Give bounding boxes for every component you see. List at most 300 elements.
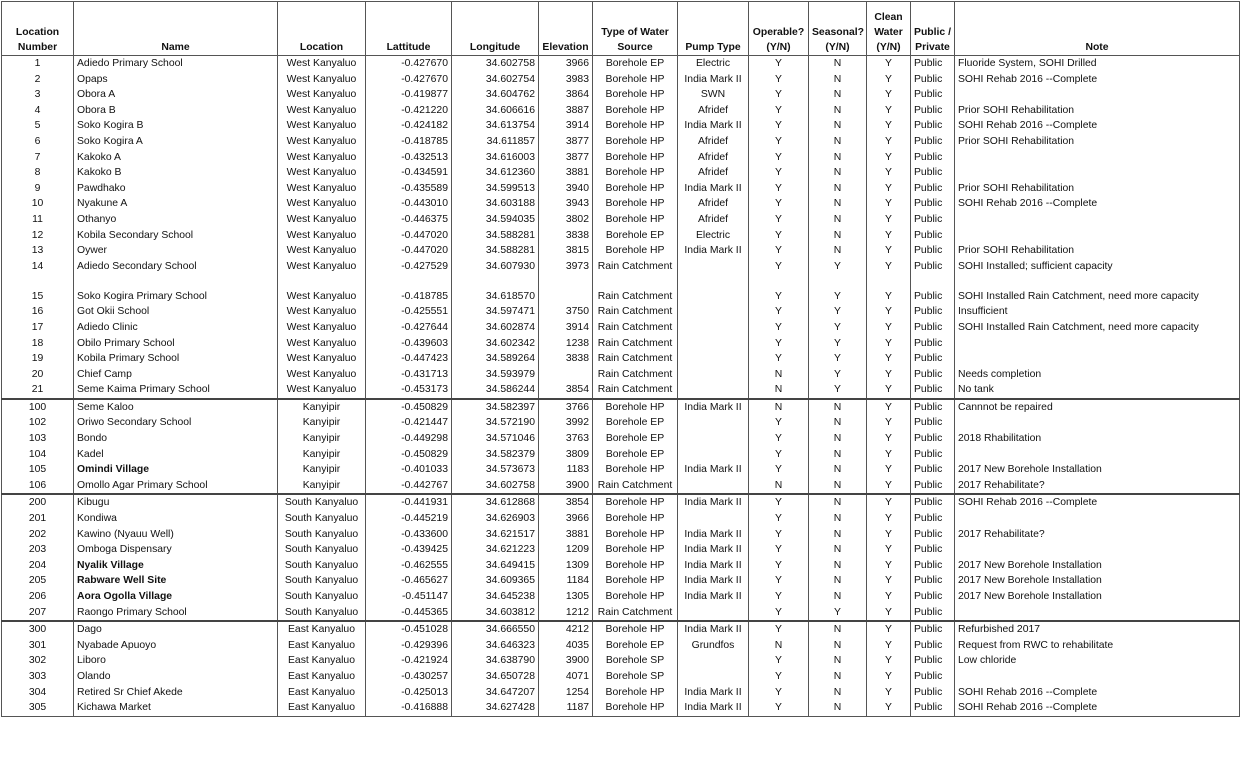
cell-longitude[interactable]: 34.602874 <box>452 320 539 336</box>
cell-longitude[interactable]: 34.666550 <box>452 621 539 638</box>
cell-clean-water[interactable]: Y <box>867 447 911 463</box>
cell-seasonal[interactable]: N <box>809 558 867 574</box>
cell-latitude[interactable]: -0.441931 <box>366 494 452 511</box>
cell-location[interactable]: West Kanyaluo <box>278 118 366 134</box>
cell-elevation[interactable]: 1183 <box>539 462 593 478</box>
cell-longitude[interactable]: 34.594035 <box>452 212 539 228</box>
cell-clean-water[interactable]: Y <box>867 700 911 716</box>
cell-latitude[interactable]: -0.450829 <box>366 447 452 463</box>
cell-note[interactable]: Refurbished 2017 <box>955 621 1240 638</box>
cell-pump-type[interactable] <box>678 669 749 685</box>
cell-location-number[interactable]: 305 <box>2 700 74 716</box>
cell-location[interactable]: West Kanyaluo <box>278 367 366 383</box>
cell-location-number[interactable]: 21 <box>2 382 74 399</box>
cell-operable[interactable]: N <box>749 638 809 654</box>
cell-location[interactable]: West Kanyaluo <box>278 351 366 367</box>
cell-location-number[interactable]: 4 <box>2 103 74 119</box>
cell-water-source[interactable]: Borehole HP <box>593 196 678 212</box>
cell-note[interactable] <box>955 336 1240 352</box>
cell-clean-water[interactable]: Y <box>867 320 911 336</box>
cell-name[interactable]: Kondiwa <box>74 511 278 527</box>
cell-elevation[interactable]: 3940 <box>539 181 593 197</box>
cell-elevation[interactable]: 1187 <box>539 700 593 716</box>
cell-location[interactable]: South Kanyaluo <box>278 558 366 574</box>
cell-location[interactable]: East Kanyaluo <box>278 669 366 685</box>
cell-pump-type[interactable]: India Mark II <box>678 573 749 589</box>
cell-operable[interactable]: Y <box>749 621 809 638</box>
cell-public-private[interactable]: Public <box>911 511 955 527</box>
cell-longitude[interactable]: 34.604762 <box>452 87 539 103</box>
cell-seasonal[interactable]: N <box>809 72 867 88</box>
cell-public-private[interactable]: Public <box>911 478 955 495</box>
cell-seasonal[interactable]: N <box>809 150 867 166</box>
cell-water-source[interactable]: Rain Catchment <box>593 351 678 367</box>
cell-seasonal[interactable]: Y <box>809 336 867 352</box>
cell-name[interactable]: Dago <box>74 621 278 638</box>
cell-elevation[interactable] <box>539 367 593 383</box>
cell-operable[interactable]: Y <box>749 527 809 543</box>
cell-location-number[interactable]: 104 <box>2 447 74 463</box>
cell-public-private[interactable]: Public <box>911 669 955 685</box>
cell-latitude[interactable]: -0.439603 <box>366 336 452 352</box>
cell-elevation[interactable]: 3864 <box>539 87 593 103</box>
cell-elevation[interactable]: 3838 <box>539 351 593 367</box>
cell-name[interactable]: Got Okii School <box>74 304 278 320</box>
cell-longitude[interactable]: 34.626903 <box>452 511 539 527</box>
cell-public-private[interactable]: Public <box>911 103 955 119</box>
cell-operable[interactable]: Y <box>749 669 809 685</box>
header-elevation[interactable]: Elevation <box>539 2 593 56</box>
cell-elevation[interactable]: 3815 <box>539 243 593 259</box>
cell-clean-water[interactable]: Y <box>867 669 911 685</box>
cell-location-number[interactable]: 11 <box>2 212 74 228</box>
cell-water-source[interactable]: Borehole HP <box>593 558 678 574</box>
cell-clean-water[interactable]: Y <box>867 134 911 150</box>
cell-elevation[interactable]: 1212 <box>539 605 593 622</box>
cell-pump-type[interactable]: India Mark II <box>678 118 749 134</box>
cell-name[interactable]: Obora B <box>74 103 278 119</box>
cell-water-source[interactable]: Borehole HP <box>593 527 678 543</box>
cell-location[interactable]: West Kanyaluo <box>278 87 366 103</box>
cell-location-number[interactable]: 102 <box>2 415 74 431</box>
cell-location-number[interactable]: 6 <box>2 134 74 150</box>
cell-elevation[interactable]: 4212 <box>539 621 593 638</box>
cell-public-private[interactable]: Public <box>911 527 955 543</box>
cell-name[interactable]: Nyakune A <box>74 196 278 212</box>
cell-latitude[interactable]: -0.431713 <box>366 367 452 383</box>
cell-seasonal[interactable]: N <box>809 181 867 197</box>
cell-name[interactable]: Chief Camp <box>74 367 278 383</box>
cell-elevation[interactable]: 3838 <box>539 228 593 244</box>
cell-operable[interactable]: Y <box>749 415 809 431</box>
cell-pump-type[interactable]: Electric <box>678 56 749 72</box>
cell-public-private[interactable]: Public <box>911 415 955 431</box>
cell-water-source[interactable]: Borehole HP <box>593 621 678 638</box>
cell-longitude[interactable]: 34.618570 <box>452 274 539 304</box>
cell-longitude[interactable]: 34.611857 <box>452 134 539 150</box>
cell-note[interactable] <box>955 87 1240 103</box>
cell-seasonal[interactable]: N <box>809 243 867 259</box>
cell-pump-type[interactable] <box>678 259 749 275</box>
cell-elevation[interactable]: 1209 <box>539 542 593 558</box>
cell-latitude[interactable]: -0.433600 <box>366 527 452 543</box>
cell-elevation[interactable]: 1238 <box>539 336 593 352</box>
cell-clean-water[interactable]: Y <box>867 228 911 244</box>
cell-seasonal[interactable]: N <box>809 494 867 511</box>
cell-location-number[interactable]: 19 <box>2 351 74 367</box>
cell-latitude[interactable]: -0.453173 <box>366 382 452 399</box>
cell-seasonal[interactable]: N <box>809 638 867 654</box>
cell-pump-type[interactable]: India Mark II <box>678 589 749 605</box>
cell-pump-type[interactable]: Afridef <box>678 165 749 181</box>
cell-location[interactable]: South Kanyaluo <box>278 527 366 543</box>
cell-name[interactable]: Soko Kogira B <box>74 118 278 134</box>
cell-latitude[interactable]: -0.447423 <box>366 351 452 367</box>
cell-note[interactable] <box>955 150 1240 166</box>
cell-pump-type[interactable] <box>678 653 749 669</box>
cell-water-source[interactable]: Borehole EP <box>593 56 678 72</box>
cell-note[interactable] <box>955 415 1240 431</box>
cell-note[interactable]: SOHI Rehab 2016 --Complete <box>955 685 1240 701</box>
cell-seasonal[interactable]: N <box>809 56 867 72</box>
cell-operable[interactable]: Y <box>749 56 809 72</box>
cell-location[interactable]: South Kanyaluo <box>278 542 366 558</box>
cell-operable[interactable]: Y <box>749 103 809 119</box>
cell-water-source[interactable]: Borehole HP <box>593 700 678 716</box>
cell-clean-water[interactable]: Y <box>867 558 911 574</box>
cell-public-private[interactable]: Public <box>911 382 955 399</box>
cell-note[interactable]: 2017 New Borehole Installation <box>955 462 1240 478</box>
cell-longitude[interactable]: 34.586244 <box>452 382 539 399</box>
cell-elevation[interactable]: 3877 <box>539 134 593 150</box>
cell-water-source[interactable]: Rain Catchment <box>593 382 678 399</box>
cell-water-source[interactable]: Rain Catchment <box>593 274 678 304</box>
cell-note[interactable] <box>955 511 1240 527</box>
cell-note[interactable]: SOHI Installed Rain Catchment, need more capacity <box>955 320 1240 336</box>
cell-water-source[interactable]: Borehole HP <box>593 181 678 197</box>
cell-elevation[interactable]: 1309 <box>539 558 593 574</box>
cell-water-source[interactable]: Borehole EP <box>593 447 678 463</box>
cell-location-number[interactable]: 9 <box>2 181 74 197</box>
cell-water-source[interactable]: Borehole EP <box>593 431 678 447</box>
cell-operable[interactable]: Y <box>749 228 809 244</box>
cell-clean-water[interactable]: Y <box>867 274 911 304</box>
cell-longitude[interactable]: 34.613754 <box>452 118 539 134</box>
cell-name[interactable]: Raongo Primary School <box>74 605 278 622</box>
cell-pump-type[interactable]: India Mark II <box>678 243 749 259</box>
cell-note[interactable]: SOHI Installed Rain Catchment, need more capacity <box>955 274 1240 304</box>
cell-elevation[interactable]: 3854 <box>539 494 593 511</box>
cell-water-source[interactable]: Borehole HP <box>593 150 678 166</box>
cell-pump-type[interactable]: India Mark II <box>678 527 749 543</box>
cell-clean-water[interactable]: Y <box>867 589 911 605</box>
cell-longitude[interactable]: 34.582379 <box>452 447 539 463</box>
cell-note[interactable]: Prior SOHI Rehabilitation <box>955 243 1240 259</box>
cell-operable[interactable]: N <box>749 399 809 416</box>
cell-operable[interactable]: Y <box>749 259 809 275</box>
cell-operable[interactable]: Y <box>749 589 809 605</box>
cell-clean-water[interactable]: Y <box>867 621 911 638</box>
cell-longitude[interactable]: 34.602758 <box>452 56 539 72</box>
cell-note[interactable] <box>955 605 1240 622</box>
cell-seasonal[interactable]: N <box>809 527 867 543</box>
cell-water-source[interactable]: Borehole HP <box>593 494 678 511</box>
cell-clean-water[interactable]: Y <box>867 118 911 134</box>
cell-seasonal[interactable]: N <box>809 196 867 212</box>
cell-name[interactable]: Adiedo Secondary School <box>74 259 278 275</box>
cell-operable[interactable]: Y <box>749 243 809 259</box>
cell-operable[interactable]: Y <box>749 72 809 88</box>
cell-operable[interactable]: Y <box>749 336 809 352</box>
cell-elevation[interactable]: 3750 <box>539 304 593 320</box>
cell-clean-water[interactable]: Y <box>867 165 911 181</box>
cell-seasonal[interactable]: N <box>809 212 867 228</box>
cell-latitude[interactable]: -0.401033 <box>366 462 452 478</box>
cell-name[interactable]: Retired Sr Chief Akede <box>74 685 278 701</box>
cell-operable[interactable]: Y <box>749 87 809 103</box>
cell-location-number[interactable]: 304 <box>2 685 74 701</box>
cell-clean-water[interactable]: Y <box>867 196 911 212</box>
cell-pump-type[interactable]: India Mark II <box>678 685 749 701</box>
cell-pump-type[interactable] <box>678 367 749 383</box>
cell-note[interactable]: SOHI Rehab 2016 --Complete <box>955 700 1240 716</box>
cell-seasonal[interactable]: Y <box>809 320 867 336</box>
cell-operable[interactable]: Y <box>749 558 809 574</box>
cell-operable[interactable]: Y <box>749 462 809 478</box>
cell-name[interactable]: Omollo Agar Primary School <box>74 478 278 495</box>
cell-pump-type[interactable] <box>678 605 749 622</box>
cell-seasonal[interactable]: N <box>809 669 867 685</box>
cell-public-private[interactable]: Public <box>911 542 955 558</box>
cell-note[interactable]: Low chloride <box>955 653 1240 669</box>
cell-public-private[interactable]: Public <box>911 700 955 716</box>
cell-operable[interactable]: Y <box>749 320 809 336</box>
cell-latitude[interactable]: -0.424182 <box>366 118 452 134</box>
cell-name[interactable]: Kakoko A <box>74 150 278 166</box>
cell-clean-water[interactable]: Y <box>867 638 911 654</box>
cell-name[interactable]: Kichawa Market <box>74 700 278 716</box>
cell-pump-type[interactable]: Afridef <box>678 103 749 119</box>
cell-operable[interactable]: Y <box>749 118 809 134</box>
cell-public-private[interactable]: Public <box>911 228 955 244</box>
cell-location-number[interactable]: 3 <box>2 87 74 103</box>
cell-clean-water[interactable]: Y <box>867 605 911 622</box>
cell-location-number[interactable]: 100 <box>2 399 74 416</box>
cell-location[interactable]: West Kanyaluo <box>278 274 366 304</box>
cell-operable[interactable]: N <box>749 382 809 399</box>
cell-elevation[interactable]: 3983 <box>539 72 593 88</box>
cell-seasonal[interactable]: Y <box>809 367 867 383</box>
cell-location-number[interactable]: 18 <box>2 336 74 352</box>
cell-name[interactable]: Bondo <box>74 431 278 447</box>
cell-water-source[interactable]: Borehole SP <box>593 669 678 685</box>
header-latitude[interactable]: Lattitude <box>366 2 452 56</box>
cell-location[interactable]: East Kanyaluo <box>278 685 366 701</box>
cell-clean-water[interactable]: Y <box>867 511 911 527</box>
cell-elevation[interactable]: 3881 <box>539 527 593 543</box>
cell-location-number[interactable]: 203 <box>2 542 74 558</box>
cell-public-private[interactable]: Public <box>911 605 955 622</box>
cell-name[interactable]: Oriwo Secondary School <box>74 415 278 431</box>
cell-clean-water[interactable]: Y <box>867 103 911 119</box>
cell-latitude[interactable]: -0.427644 <box>366 320 452 336</box>
cell-operable[interactable]: Y <box>749 605 809 622</box>
cell-location-number[interactable]: 202 <box>2 527 74 543</box>
cell-seasonal[interactable]: Y <box>809 274 867 304</box>
cell-water-source[interactable]: Rain Catchment <box>593 304 678 320</box>
cell-seasonal[interactable]: N <box>809 542 867 558</box>
cell-latitude[interactable]: -0.418785 <box>366 274 452 304</box>
cell-longitude[interactable]: 34.597471 <box>452 304 539 320</box>
cell-location[interactable]: West Kanyaluo <box>278 212 366 228</box>
cell-elevation[interactable]: 3992 <box>539 415 593 431</box>
cell-water-source[interactable]: Borehole HP <box>593 87 678 103</box>
cell-public-private[interactable]: Public <box>911 274 955 304</box>
cell-clean-water[interactable]: Y <box>867 494 911 511</box>
cell-note[interactable]: SOHI Installed; sufficient capacity <box>955 259 1240 275</box>
header-pump-type[interactable]: Pump Type <box>678 2 749 56</box>
cell-public-private[interactable]: Public <box>911 259 955 275</box>
cell-longitude[interactable]: 34.607930 <box>452 259 539 275</box>
cell-name[interactable]: Liboro <box>74 653 278 669</box>
cell-pump-type[interactable]: India Mark II <box>678 621 749 638</box>
cell-location-number[interactable]: 1 <box>2 56 74 72</box>
cell-latitude[interactable]: -0.421447 <box>366 415 452 431</box>
cell-public-private[interactable]: Public <box>911 56 955 72</box>
cell-clean-water[interactable]: Y <box>867 685 911 701</box>
cell-location-number[interactable]: 12 <box>2 228 74 244</box>
cell-location-number[interactable]: 17 <box>2 320 74 336</box>
cell-elevation[interactable]: 3900 <box>539 478 593 495</box>
cell-seasonal[interactable]: N <box>809 228 867 244</box>
cell-seasonal[interactable]: Y <box>809 382 867 399</box>
cell-latitude[interactable]: -0.418785 <box>366 134 452 150</box>
cell-location[interactable]: West Kanyaluo <box>278 134 366 150</box>
cell-operable[interactable]: Y <box>749 181 809 197</box>
cell-name[interactable]: Nyalik Village <box>74 558 278 574</box>
cell-elevation[interactable]: 3877 <box>539 150 593 166</box>
cell-public-private[interactable]: Public <box>911 399 955 416</box>
cell-location[interactable]: South Kanyaluo <box>278 589 366 605</box>
cell-clean-water[interactable]: Y <box>867 573 911 589</box>
cell-latitude[interactable]: -0.434591 <box>366 165 452 181</box>
cell-location[interactable]: West Kanyaluo <box>278 72 366 88</box>
cell-public-private[interactable]: Public <box>911 150 955 166</box>
cell-water-source[interactable]: Borehole HP <box>593 212 678 228</box>
cell-longitude[interactable]: 34.588281 <box>452 228 539 244</box>
cell-note[interactable] <box>955 212 1240 228</box>
cell-public-private[interactable]: Public <box>911 573 955 589</box>
cell-note[interactable] <box>955 669 1240 685</box>
cell-clean-water[interactable]: Y <box>867 653 911 669</box>
cell-latitude[interactable]: -0.445365 <box>366 605 452 622</box>
cell-seasonal[interactable]: N <box>809 431 867 447</box>
cell-name[interactable]: Kakoko B <box>74 165 278 181</box>
cell-latitude[interactable]: -0.451028 <box>366 621 452 638</box>
cell-clean-water[interactable]: Y <box>867 431 911 447</box>
cell-location-number[interactable]: 16 <box>2 304 74 320</box>
cell-pump-type[interactable] <box>678 415 749 431</box>
cell-location[interactable]: West Kanyaluo <box>278 243 366 259</box>
cell-seasonal[interactable]: Y <box>809 259 867 275</box>
cell-name[interactable]: Kobila Secondary School <box>74 228 278 244</box>
cell-elevation[interactable]: 3966 <box>539 511 593 527</box>
cell-location[interactable]: West Kanyaluo <box>278 150 366 166</box>
cell-operable[interactable]: Y <box>749 685 809 701</box>
cell-location-number[interactable]: 302 <box>2 653 74 669</box>
cell-location-number[interactable]: 10 <box>2 196 74 212</box>
cell-note[interactable]: Insufficient <box>955 304 1240 320</box>
cell-operable[interactable]: Y <box>749 447 809 463</box>
cell-water-source[interactable]: Borehole HP <box>593 165 678 181</box>
cell-operable[interactable]: Y <box>749 304 809 320</box>
cell-public-private[interactable]: Public <box>911 118 955 134</box>
cell-latitude[interactable]: -0.419877 <box>366 87 452 103</box>
cell-latitude[interactable]: -0.447020 <box>366 243 452 259</box>
cell-latitude[interactable]: -0.421924 <box>366 653 452 669</box>
cell-water-source[interactable]: Borehole HP <box>593 134 678 150</box>
cell-public-private[interactable]: Public <box>911 351 955 367</box>
cell-note[interactable]: Cannnot be repaired <box>955 399 1240 416</box>
cell-longitude[interactable]: 34.616003 <box>452 150 539 166</box>
cell-location[interactable]: West Kanyaluo <box>278 259 366 275</box>
cell-seasonal[interactable]: N <box>809 653 867 669</box>
cell-latitude[interactable]: -0.435589 <box>366 181 452 197</box>
cell-longitude[interactable]: 34.571046 <box>452 431 539 447</box>
cell-water-source[interactable]: Borehole HP <box>593 399 678 416</box>
cell-operable[interactable]: N <box>749 478 809 495</box>
cell-name[interactable]: Obilo Primary School <box>74 336 278 352</box>
cell-longitude[interactable]: 34.621223 <box>452 542 539 558</box>
cell-location[interactable]: Kanyipir <box>278 462 366 478</box>
cell-elevation[interactable]: 3943 <box>539 196 593 212</box>
cell-clean-water[interactable]: Y <box>867 478 911 495</box>
cell-public-private[interactable]: Public <box>911 447 955 463</box>
cell-operable[interactable]: Y <box>749 274 809 304</box>
cell-name[interactable]: Pawdhako <box>74 181 278 197</box>
cell-longitude[interactable]: 34.602754 <box>452 72 539 88</box>
cell-clean-water[interactable]: Y <box>867 382 911 399</box>
cell-seasonal[interactable]: N <box>809 685 867 701</box>
cell-name[interactable]: Omboga Dispensary <box>74 542 278 558</box>
cell-seasonal[interactable]: N <box>809 415 867 431</box>
cell-note[interactable]: 2017 Rehabilitate? <box>955 527 1240 543</box>
cell-name[interactable]: Seme Kaima Primary School <box>74 382 278 399</box>
cell-pump-type[interactable] <box>678 351 749 367</box>
cell-longitude[interactable]: 34.589264 <box>452 351 539 367</box>
cell-operable[interactable]: Y <box>749 165 809 181</box>
cell-longitude[interactable]: 34.638790 <box>452 653 539 669</box>
cell-note[interactable]: 2017 New Borehole Installation <box>955 558 1240 574</box>
cell-note[interactable] <box>955 447 1240 463</box>
cell-pump-type[interactable] <box>678 478 749 495</box>
cell-public-private[interactable]: Public <box>911 181 955 197</box>
cell-elevation[interactable]: 4071 <box>539 669 593 685</box>
cell-note[interactable]: SOHI Rehab 2016 --Complete <box>955 494 1240 511</box>
header-public-private[interactable]: Public / Private <box>911 2 955 56</box>
cell-clean-water[interactable]: Y <box>867 259 911 275</box>
cell-location[interactable]: East Kanyaluo <box>278 700 366 716</box>
cell-public-private[interactable]: Public <box>911 589 955 605</box>
cell-note[interactable]: 2017 New Borehole Installation <box>955 573 1240 589</box>
cell-note[interactable]: SOHI Rehab 2016 --Complete <box>955 196 1240 212</box>
cell-location[interactable]: East Kanyaluo <box>278 621 366 638</box>
cell-water-source[interactable]: Borehole HP <box>593 72 678 88</box>
cell-clean-water[interactable]: Y <box>867 542 911 558</box>
cell-clean-water[interactable]: Y <box>867 351 911 367</box>
cell-water-source[interactable]: Borehole HP <box>593 103 678 119</box>
cell-pump-type[interactable] <box>678 336 749 352</box>
